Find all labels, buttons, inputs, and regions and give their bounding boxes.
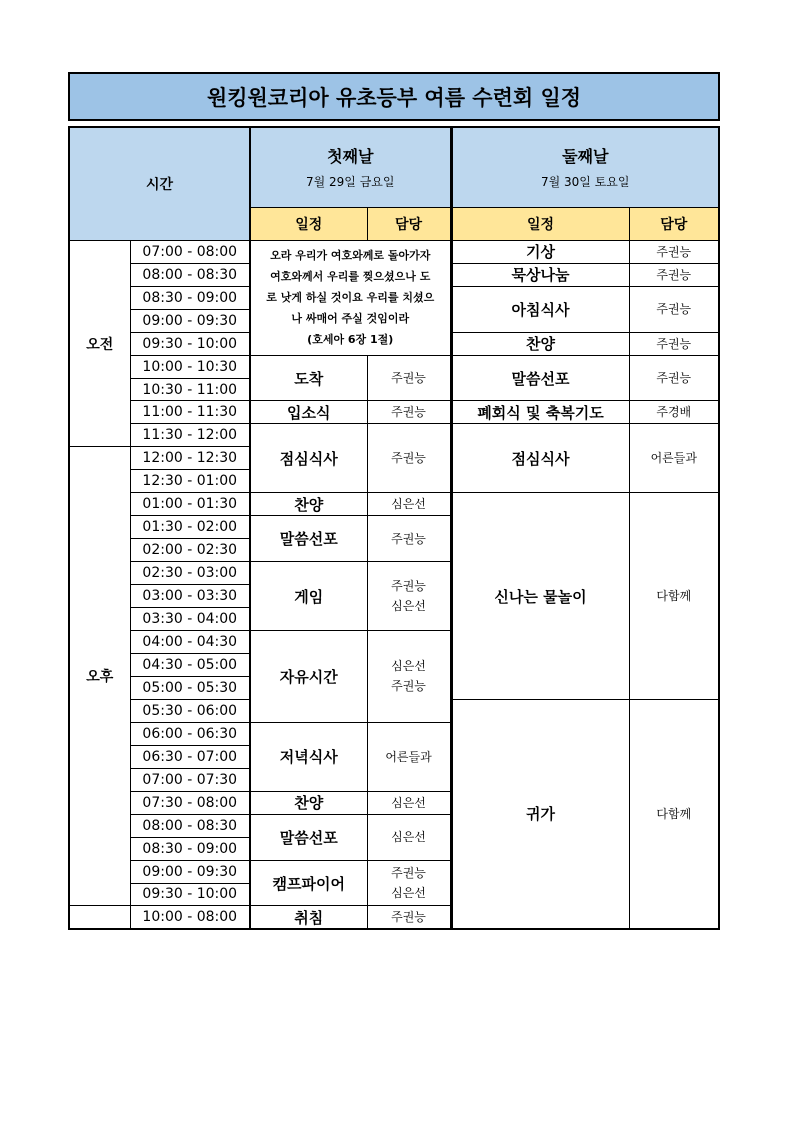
day1-staff: 심은선: [367, 493, 451, 516]
table-row: [69, 355, 719, 378]
time-slot: 09:00 - 09:30: [130, 309, 250, 332]
day1-staff-header: 담당: [367, 207, 451, 240]
day-header-row: [69, 127, 719, 207]
period-empty: [69, 906, 130, 929]
time-slot: 04:30 - 05:00: [130, 653, 250, 676]
day2-event: 폐회식 및 축복기도: [451, 401, 629, 424]
schedule-body: [69, 127, 719, 929]
day2-event-header: 일정: [451, 207, 629, 240]
day1-staff-1: 심은선: [391, 659, 426, 674]
table-row: [69, 493, 719, 516]
day1-header: [250, 127, 451, 207]
day1-staff: 주권능: [367, 401, 451, 424]
day1-staff: 심은선: [367, 791, 451, 814]
day1-event-header: 일정: [250, 207, 367, 240]
day1-event: 저녁식사: [250, 722, 367, 791]
day2-staff: 다함께: [629, 493, 719, 700]
day2-staff: 주권능: [629, 355, 719, 401]
day2-event: 묵상나눔: [451, 263, 629, 286]
day2-event: 말씀선포: [451, 355, 629, 401]
table-row: [69, 401, 719, 424]
bible-verse-reference: (호세아 6장 1절): [307, 333, 394, 347]
day2-header: [451, 127, 719, 207]
day1-staff-1: 주권능: [391, 579, 426, 594]
time-slot: 12:30 - 01:00: [130, 470, 250, 493]
time-slot: 05:00 - 05:30: [130, 676, 250, 699]
day1-staff: 주권능: [367, 516, 451, 562]
bible-verse-line: 나 싸매어 주실 것임이라: [291, 312, 410, 326]
time-slot: 09:00 - 09:30: [130, 860, 250, 883]
table-row: [69, 240, 719, 263]
day1-staff: 주권능: [367, 355, 451, 401]
time-slot: 03:30 - 04:00: [130, 608, 250, 631]
day1-event: 취침: [250, 906, 367, 929]
time-slot: 03:00 - 03:30: [130, 585, 250, 608]
day2-date: 7월 30일 토요일: [541, 175, 630, 190]
time-slot: 01:00 - 01:30: [130, 493, 250, 516]
day2-staff: 주경배: [629, 401, 719, 424]
day2-event: 기상: [451, 240, 629, 263]
time-slot: 08:30 - 09:00: [130, 837, 250, 860]
day1-event: 찬양: [250, 791, 367, 814]
time-slot: 08:00 - 08:30: [130, 263, 250, 286]
table-row: [69, 424, 719, 447]
day1-date: 7월 29일 금요일: [306, 175, 395, 190]
schedule-table: [68, 126, 720, 930]
time-slot: 08:00 - 08:30: [130, 814, 250, 837]
day1-staff-1: 주권능: [391, 866, 426, 880]
day1-staff-2: 주권능: [391, 679, 426, 694]
day2-staff-header: 담당: [629, 207, 719, 240]
page-title: 원킹원코리아 유초등부 여름 수련회 일정: [68, 72, 720, 121]
day1-event: 도착: [250, 355, 367, 401]
time-slot: 09:30 - 10:00: [130, 883, 250, 906]
day1-event: 찬양: [250, 493, 367, 516]
time-slot: 10:00 - 08:00: [130, 906, 250, 929]
day1-event: 입소식: [250, 401, 367, 424]
day2-event: 아침식사: [451, 286, 629, 332]
time-slot: 06:00 - 06:30: [130, 722, 250, 745]
time-slot: 05:30 - 06:00: [130, 699, 250, 722]
day1-staff-2: 심은선: [391, 599, 426, 614]
day1-staff-2: 심은선: [391, 886, 426, 900]
bible-verse-line: 로 낫게 하실 것이요 우리를 치셨으: [266, 291, 435, 305]
time-slot: 07:00 - 07:30: [130, 768, 250, 791]
day1-staff: [367, 860, 451, 906]
time-slot: 02:30 - 03:00: [130, 562, 250, 585]
day2-event: 귀가: [451, 699, 629, 929]
day1-event: 게임: [250, 562, 367, 631]
day2-staff: 다함께: [629, 699, 719, 929]
day1-event: 점심식사: [250, 424, 367, 493]
day1-staff: 어른들과: [367, 722, 451, 791]
day2-staff: 어른들과: [629, 424, 719, 493]
time-slot: 12:00 - 12:30: [130, 447, 250, 470]
day2-staff: 주권능: [629, 240, 719, 263]
period-pm: 오후: [69, 447, 130, 906]
time-slot: 10:00 - 10:30: [130, 355, 250, 378]
day1-event: 캠프파이어: [250, 860, 367, 906]
day1-staff: 주권능: [367, 906, 451, 929]
time-slot: 07:00 - 08:00: [130, 240, 250, 263]
bible-verse-line: 오라 우리가 여호와께로 돌아가자: [270, 249, 431, 263]
day1-staff: [367, 562, 451, 631]
day1-staff: 주권능: [367, 424, 451, 493]
day2-event: 찬양: [451, 332, 629, 355]
time-header: 시간: [69, 127, 250, 240]
day2-event: 점심식사: [451, 424, 629, 493]
time-slot: 11:30 - 12:00: [130, 424, 250, 447]
bible-verse-line: 여호와께서 우리를 찢으셨으나 도: [270, 270, 431, 284]
day2-staff: 주권능: [629, 263, 719, 286]
day1-staff: [367, 631, 451, 723]
day1-name: 첫째날: [327, 147, 374, 167]
day1-staff: 심은선: [367, 814, 451, 860]
day1-bible-verse: [250, 240, 451, 355]
time-slot: 06:30 - 07:00: [130, 745, 250, 768]
time-slot: 10:30 - 11:00: [130, 378, 250, 401]
time-slot: 08:30 - 09:00: [130, 286, 250, 309]
time-slot: 11:00 - 11:30: [130, 401, 250, 424]
day2-staff: 주권능: [629, 286, 719, 332]
day2-name: 둘째날: [562, 147, 609, 167]
time-slot: 02:00 - 02:30: [130, 539, 250, 562]
day2-staff: 주권능: [629, 332, 719, 355]
day2-event: 신나는 물놀이: [451, 493, 629, 700]
time-slot: 07:30 - 08:00: [130, 791, 250, 814]
period-am: 오전: [69, 240, 130, 447]
day1-event: 말씀선포: [250, 814, 367, 860]
day1-event: 자유시간: [250, 631, 367, 723]
time-slot: 04:00 - 04:30: [130, 631, 250, 654]
day1-event: 말씀선포: [250, 516, 367, 562]
time-slot: 01:30 - 02:00: [130, 516, 250, 539]
time-slot: 09:30 - 10:00: [130, 332, 250, 355]
